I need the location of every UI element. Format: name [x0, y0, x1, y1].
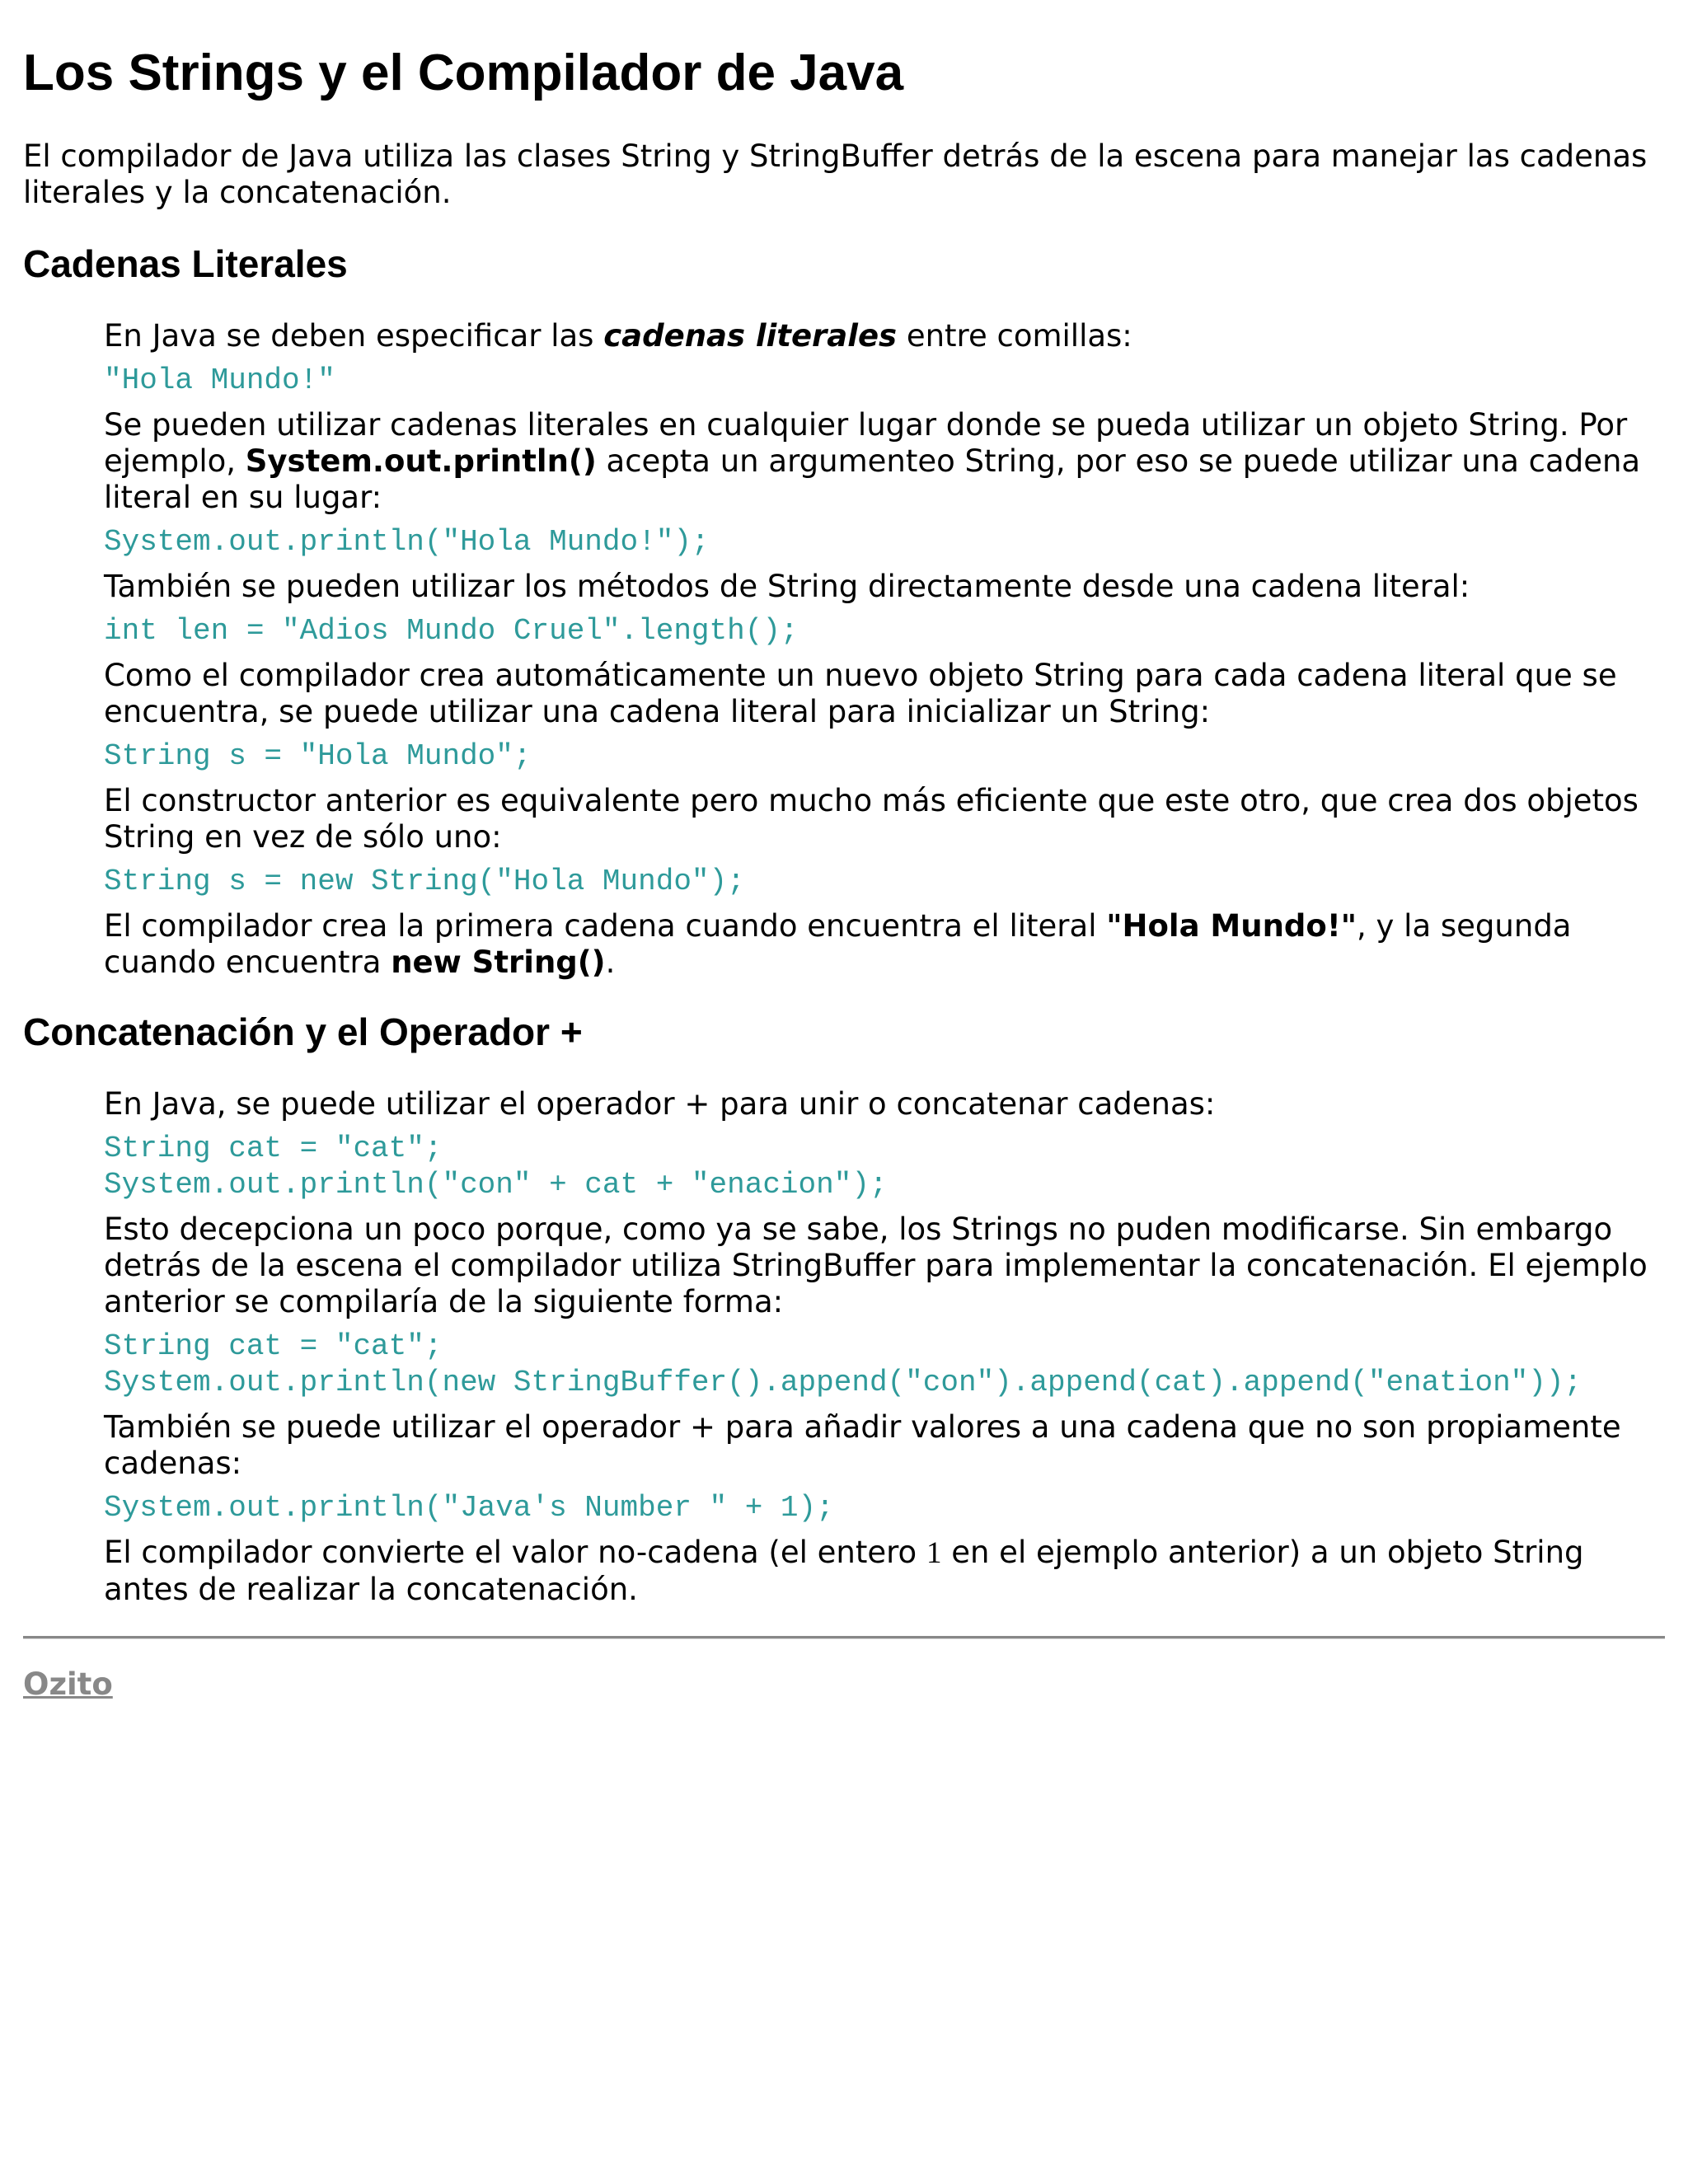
- bold-println: System.out.println(): [245, 443, 597, 479]
- section-heading-concatenation: Concatenación y el Operador +: [23, 1010, 583, 1053]
- code-hola-mundo-literal: "Hola Mundo!": [104, 363, 335, 397]
- code-java-number: System.out.println("Java's Number " + 1);: [104, 1491, 834, 1525]
- code-concat-example: String cat = "cat"; System.out.println("con" + cat + "enacion");: [104, 1132, 888, 1202]
- text: El compilador crea la primera cadena cuando encuentra el literal: [104, 908, 1107, 944]
- page-title: Los Strings y el Compilador de Java: [23, 45, 904, 101]
- code-stringbuffer-example: String cat = "cat"; System.out.println(new StringBuffer().append("con").append(cat).append("enation"));: [104, 1329, 1582, 1399]
- literals-paragraph-3: También se pueden utilizar los métodos de String directamente desde una cadena literal:: [104, 569, 1470, 604]
- bold-hola-mundo: "Hola Mundo!": [1106, 908, 1357, 944]
- text: .: [605, 944, 616, 980]
- concat-paragraph-4: [104, 1535, 1665, 1608]
- concat-paragraph-2: Esto decepciona un poco porque, como ya se sabe, los Strings no puden modificarse. Sin embargo detrás de la escena el compilador utiliza StringBuffer para implementar la concatenación. El ejemplo anterior se compilaría de la siguiente forma:: [104, 1212, 1648, 1319]
- intro-paragraph: El compilador de Java utiliza las clases String y StringBuffer detrás de la escena para manejar las cadenas literales y la concatenación.: [23, 138, 1648, 210]
- text: En Java se deben especificar las: [104, 318, 604, 354]
- code-println-hola: System.out.println("Hola Mundo!");: [104, 525, 710, 559]
- bold-new-string: new String(): [391, 944, 606, 980]
- code-string-init: String s = "Hola Mundo";: [104, 739, 532, 773]
- ozito-link[interactable]: Ozito: [23, 1666, 113, 1702]
- text: entre comillas:: [897, 318, 1132, 354]
- text: en el ejemplo anterior) a un objeto String antes de realizar la concatenación.: [104, 1535, 1584, 1607]
- text: acepta un argumenteo String, por eso se puede utilizar una cadena literal en su lugar:: [104, 443, 1641, 515]
- text: , y la segunda cuando encuentra: [104, 908, 1572, 980]
- inline-number: 1: [926, 1536, 942, 1570]
- footer-divider: [23, 1636, 1665, 1638]
- section-body-literals: [104, 318, 1665, 981]
- concat-paragraph-1: En Java, se puede utilizar el operador + para unir o concatenar cadenas:: [104, 1086, 1216, 1122]
- code-length: int len = "Adios Mundo Cruel".length();: [104, 614, 799, 648]
- literals-paragraph-1: [104, 318, 1665, 354]
- text: Se pueden utilizar cadenas literales en cualquier lugar donde se pueda utilizar un objeto String. Por ejemplo,: [104, 407, 1628, 479]
- code-new-string: String s = new String("Hola Mundo");: [104, 865, 745, 898]
- literals-paragraph-2: [104, 407, 1665, 516]
- text: El compilador convierte el valor no-cadena (el entero: [104, 1535, 926, 1570]
- section-body-concatenation: [104, 1086, 1665, 1608]
- concat-paragraph-3: También se puede utilizar el operador + para añadir valores a una cadena que no son propiamente cadenas:: [104, 1409, 1621, 1481]
- emphasis-cadenas-literales: cadenas literales: [603, 318, 898, 354]
- literals-paragraph-5: El constructor anterior es equivalente pero mucho más eficiente que este otro, que crea dos objetos String en vez de sólo uno:: [104, 783, 1639, 855]
- section-heading-literals: Cadenas Literales: [23, 242, 348, 285]
- literals-paragraph-4: Como el compilador crea automáticamente un nuevo objeto String para cada cadena literal que se encuentra, se puede utilizar una cadena literal para inicializar un String:: [104, 658, 1617, 729]
- literals-paragraph-6: [104, 908, 1665, 981]
